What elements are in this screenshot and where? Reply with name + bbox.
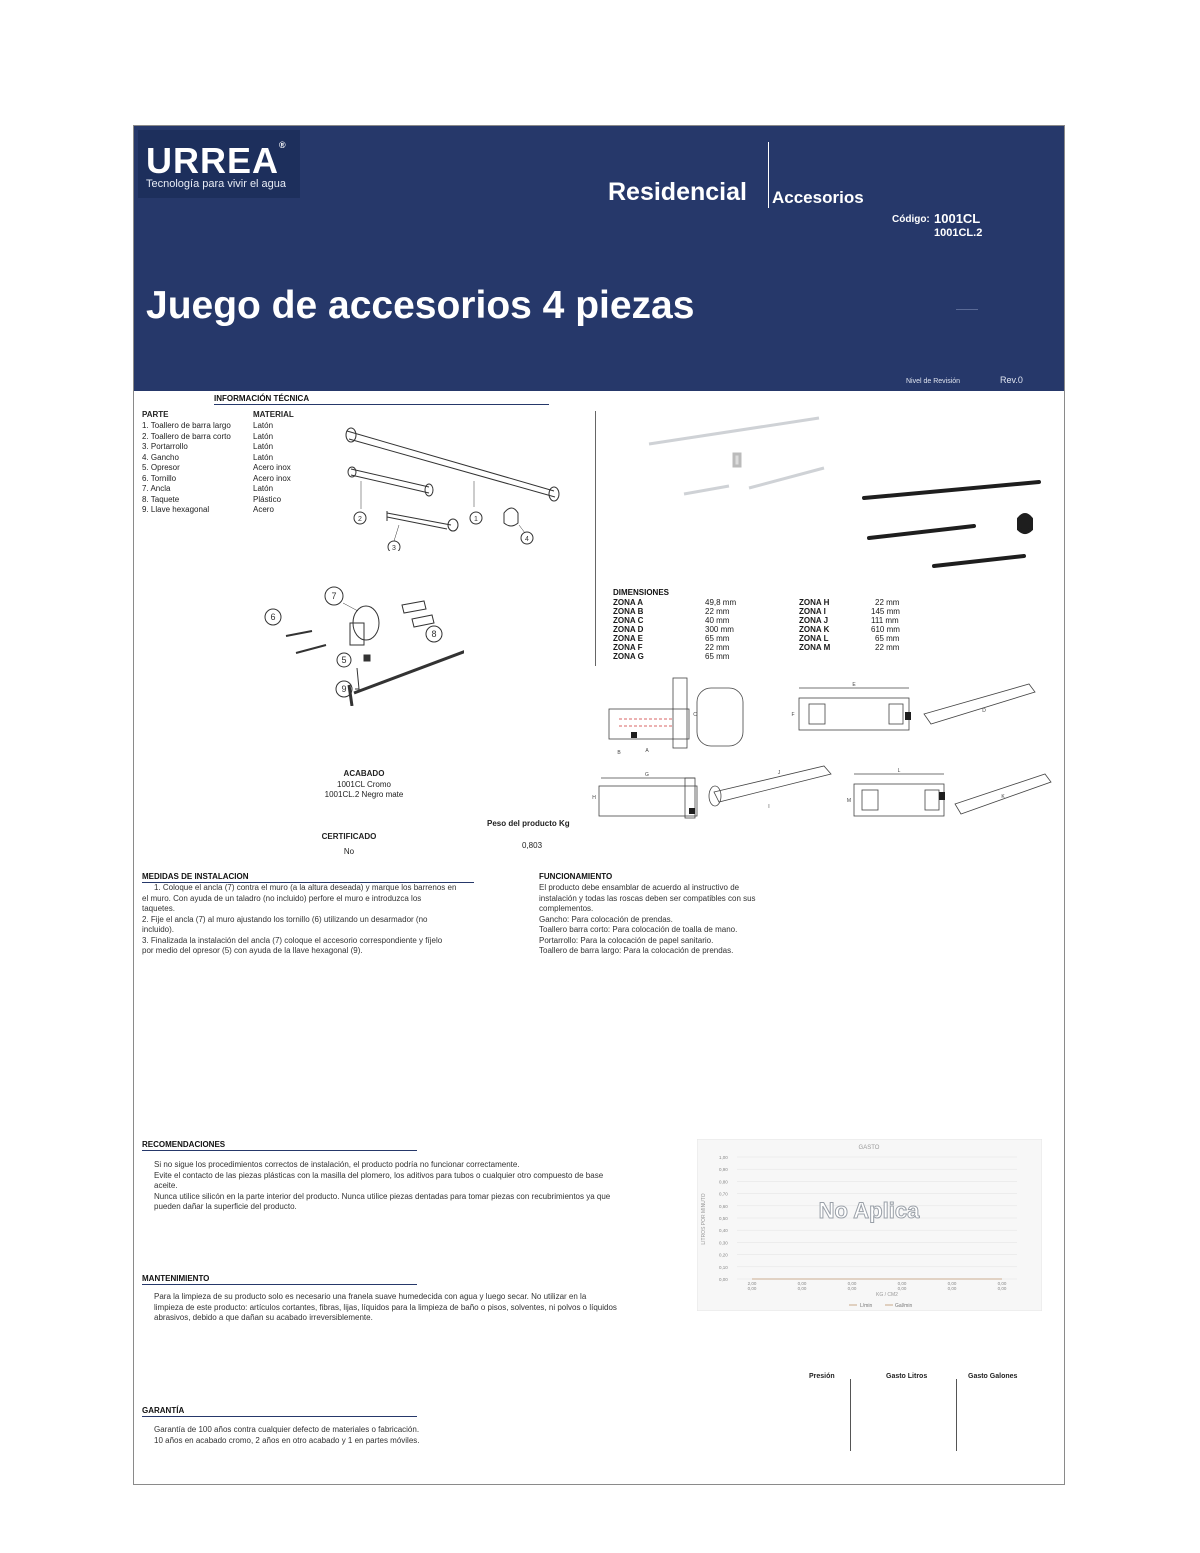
page-title: Juego de accesorios 4 piezas: [146, 284, 695, 327]
spec-sheet: [133, 125, 1065, 1485]
dimension-letter: F: [791, 712, 795, 718]
dimension-drawings: [589, 674, 1059, 834]
dimension-letter: K: [1001, 794, 1005, 800]
callout-number: 1: [474, 516, 478, 523]
list-item: ZONA E 65 mm: [613, 634, 730, 643]
section-heading: RECOMENDACIONES: [142, 1140, 226, 1149]
logo-text: URREA: [146, 140, 280, 181]
revision-label: Nivel de Revisión: [906, 378, 961, 385]
list-item: 8. Taquete Plástico: [142, 494, 282, 504]
chart-x-tick-label: 0,00: [947, 1281, 957, 1286]
chart-y-tick-label: 0,80: [719, 1179, 728, 1185]
list-item: 1. Toallero de barra largo Latón: [142, 421, 274, 430]
installation-text: 1. Coloque el ancla (7) contra el muro (a la altura deseada) y marque los barrenos en el muro. Con ayuda de un taladro (no incluido) perfore el muro e introduzca los taquetes. 2. Fije el ancla (7) al muro ajustando los tornillo (6) utilizando un desarmador (no incluido). 3. Finalizada la instalación del ancla (7) coloque el accesorio correspondiente y fíjelo por medio del opresor (5) con ayuda de la llave hexagonal (9).: [142, 883, 457, 955]
chart-x-tick-label: 0,00: [847, 1281, 857, 1286]
dimension-letter: A: [645, 748, 649, 754]
list-item: ZONA L 65 mm: [799, 634, 900, 643]
list-item: ZONA A 49,8 mm: [613, 598, 737, 607]
chart-y-tick-label: 0,10: [719, 1264, 728, 1270]
dimension-letter: H: [592, 795, 596, 801]
table-divider: [850, 1379, 851, 1451]
section-heading: MEDIDAS DE INSTALACION: [142, 872, 249, 881]
callout-number: 6: [270, 612, 276, 622]
revision-value: Rev.0: [1000, 375, 1023, 385]
warranty-text: Garantía de 100 años contra cualquier defecto de materiales o fabricación. 10 años en acabado cromo, 2 años en otro acabado y 1 en partes móviles.: [154, 1425, 420, 1445]
dimension-letter: M: [846, 798, 852, 804]
finish-value: 1001CL Cromo: [337, 780, 391, 789]
chart-x-tick-label: 0,00: [897, 1286, 907, 1291]
product-subline: Accesorios: [772, 188, 864, 207]
callout-number: 3: [392, 545, 396, 551]
section-underline: [142, 1416, 417, 1417]
chart-y-tick-label: 1,00: [719, 1155, 728, 1160]
chart-y-tick-label: 0,20: [719, 1252, 728, 1258]
dimension-letter: I: [768, 804, 770, 810]
chart-y-tick-label: 0,30: [719, 1240, 728, 1246]
chart-x-tick-label: 0,00: [747, 1286, 757, 1291]
chart-y-axis-label: LITROS POR MINUTO: [701, 1193, 707, 1245]
dimension-letter: C: [693, 712, 697, 718]
list-item: ZONA J 111 mm: [799, 616, 899, 625]
list-item: ZONA M 22 mm: [799, 643, 900, 652]
section-heading: FUNCIONAMIENTO: [539, 872, 613, 881]
logo-tagline: Tecnología para vivir el agua: [146, 178, 287, 190]
chart-x-tick-label: 0,00: [947, 1286, 957, 1291]
legend-item: Gal/min: [895, 1303, 913, 1309]
list-item: 9. Llave hexagonal Acero: [142, 505, 274, 514]
parts-line-drawing: [339, 421, 579, 551]
list-item: 5. Opresor Acero inox: [142, 463, 291, 472]
operation-text: El producto debe ensamblar de acuerdo al instructivo de instalación y todas las roscas deben ser compatibles con sus complementos. Gancho: Para colocación de prendas. Toallero barra corto: Para colocación de toalla de mano. Portarrollo: Para la colocación de papel sanitario. Toallero de barra largo: Para la colocación de prendas.: [539, 883, 756, 955]
chart-x-tick-label: 2,00: [747, 1281, 757, 1286]
logo-reg-mark: ®: [279, 140, 287, 150]
list-item: ZONA F 22 mm: [613, 643, 730, 652]
table-header-gallons: Gasto Galones: [968, 1373, 1018, 1380]
column-header-material: MATERIAL: [253, 410, 294, 419]
hardware-exploded-drawing: [254, 581, 464, 706]
logo: [138, 130, 300, 198]
list-item: ZONA B 22 mm: [613, 607, 730, 616]
chart-x-tick-label: 0,00: [797, 1281, 807, 1286]
chart-x-tick-label: 0,00: [797, 1286, 807, 1291]
product-line: Residencial: [608, 178, 747, 206]
dimension-letter: E: [852, 682, 856, 688]
table-divider: [956, 1379, 957, 1451]
header-band: [134, 126, 1064, 391]
column-divider: [595, 411, 596, 666]
callout-number: 7: [331, 591, 337, 601]
section-heading: DIMENSIONES: [613, 588, 670, 597]
revision-row: [134, 371, 1064, 391]
list-item: ZONA K 610 mm: [799, 625, 900, 634]
list-item: ZONA C 40 mm: [613, 616, 730, 625]
chart-x-tick-label: 0,00: [997, 1286, 1007, 1291]
callout-number: 8: [431, 629, 437, 639]
section-heading: MANTENIMIENTO: [142, 1274, 210, 1283]
chart-y-tick-label: 0,90: [719, 1167, 728, 1173]
finish-heading: ACABADO: [343, 769, 385, 778]
chart-overlay-text: No Aplica: [818, 1198, 920, 1223]
product-code: 1001CL.2: [934, 227, 983, 239]
dimensions-right: [799, 598, 929, 652]
list-item: 2. Toallero de barra corto Latón: [142, 431, 274, 441]
recommendations-text: Si no sigue los procedimientos correctos de instalación, el producto podría no funcionar correctamente. Evite el contacto de las piezas plásticas con la masilla del plomero, los aditivos para tubos o cualquier otro compuesto de base aceite. Nunca utilice silicón en la parte interior del producto. Nunca utilice piezas dentadas para tomar piezas con recubrimientos ya que pueden dañar la superficie del producto.: [154, 1160, 611, 1211]
table-header-liters: Gasto Litros: [886, 1373, 928, 1380]
list-item: ZONA H 22 mm: [799, 598, 900, 607]
dimension-letter: J: [777, 770, 781, 776]
list-item: 3. Portarrollo Latón: [142, 442, 274, 451]
chart-x-axis-label: KG / CM2: [876, 1292, 898, 1298]
section-underline: [214, 404, 549, 405]
chart-y-tick-label: 0,70: [719, 1191, 728, 1197]
chart-x-tick-label: 0,00: [897, 1281, 907, 1286]
list-item: ZONA I 145 mm: [799, 607, 900, 616]
legend-item: L/min: [860, 1303, 873, 1309]
chart-x-tick-label: 0,00: [847, 1286, 857, 1291]
certified-heading: CERTIFICADO: [321, 832, 377, 841]
callout-number: 9: [341, 684, 347, 694]
table-header-pressure: Presión: [809, 1373, 835, 1380]
product-photos: [639, 406, 1049, 581]
section-underline: [142, 1150, 417, 1151]
chart-title: GASTO: [858, 1145, 880, 1151]
section-heading: INFORMACIÓN TÉCNICA: [214, 394, 310, 403]
list-item: 7. Ancla Latón: [142, 484, 274, 493]
dimension-letter: D: [982, 708, 986, 714]
weight-value: 0,803: [522, 841, 543, 850]
certified-value: No: [343, 847, 355, 856]
dimensions-left: [613, 598, 763, 661]
section-underline: [142, 1284, 417, 1285]
column-header-part: PARTE: [142, 410, 169, 419]
chart-y-tick-label: 0,50: [719, 1216, 728, 1221]
maintenance-text: Para la limpieza de su producto solo es necesario una franela suave humedecida con agua y luego secar. No utilizar en la limpieza de este producto: artículos cortantes, fibras, lijas, líquidos para la limpieza de baño o pisos, solventes, ni polvos o líquidos abrasivos, debido a que dañan su acabado irreversiblemente.: [154, 1292, 617, 1322]
product-code: 1001CL: [934, 211, 981, 226]
list-item: 6. Tornillo Acero inox: [142, 473, 291, 483]
section-heading: GARANTÍA: [142, 1406, 185, 1415]
callout-number: 5: [341, 655, 347, 665]
chart-y-tick-label: 0,40: [719, 1228, 728, 1234]
weight-heading: Peso del producto Kg: [487, 819, 570, 828]
list-item: ZONA D 300 mm: [613, 625, 734, 634]
dimension-letter: G: [645, 772, 649, 778]
finish-value: 1001CL.2 Negro mate: [324, 790, 404, 799]
header-divider: [768, 142, 769, 208]
chart-x-tick-label: 0,00: [997, 1281, 1007, 1286]
flow-chart: [697, 1139, 1042, 1311]
list-item: ZONA G 65 mm: [613, 652, 730, 661]
chart-y-tick-label: 0,00: [719, 1277, 728, 1282]
chart-y-tick-label: 0,60: [719, 1203, 728, 1209]
dimension-letter: L: [897, 768, 901, 774]
code-label: Código:: [892, 214, 930, 225]
callout-number: 4: [525, 536, 529, 543]
callout-number: 2: [358, 516, 362, 523]
list-item: 4. Gancho Latón: [142, 452, 274, 462]
divider: [956, 309, 978, 310]
dimension-letter: B: [617, 750, 621, 756]
